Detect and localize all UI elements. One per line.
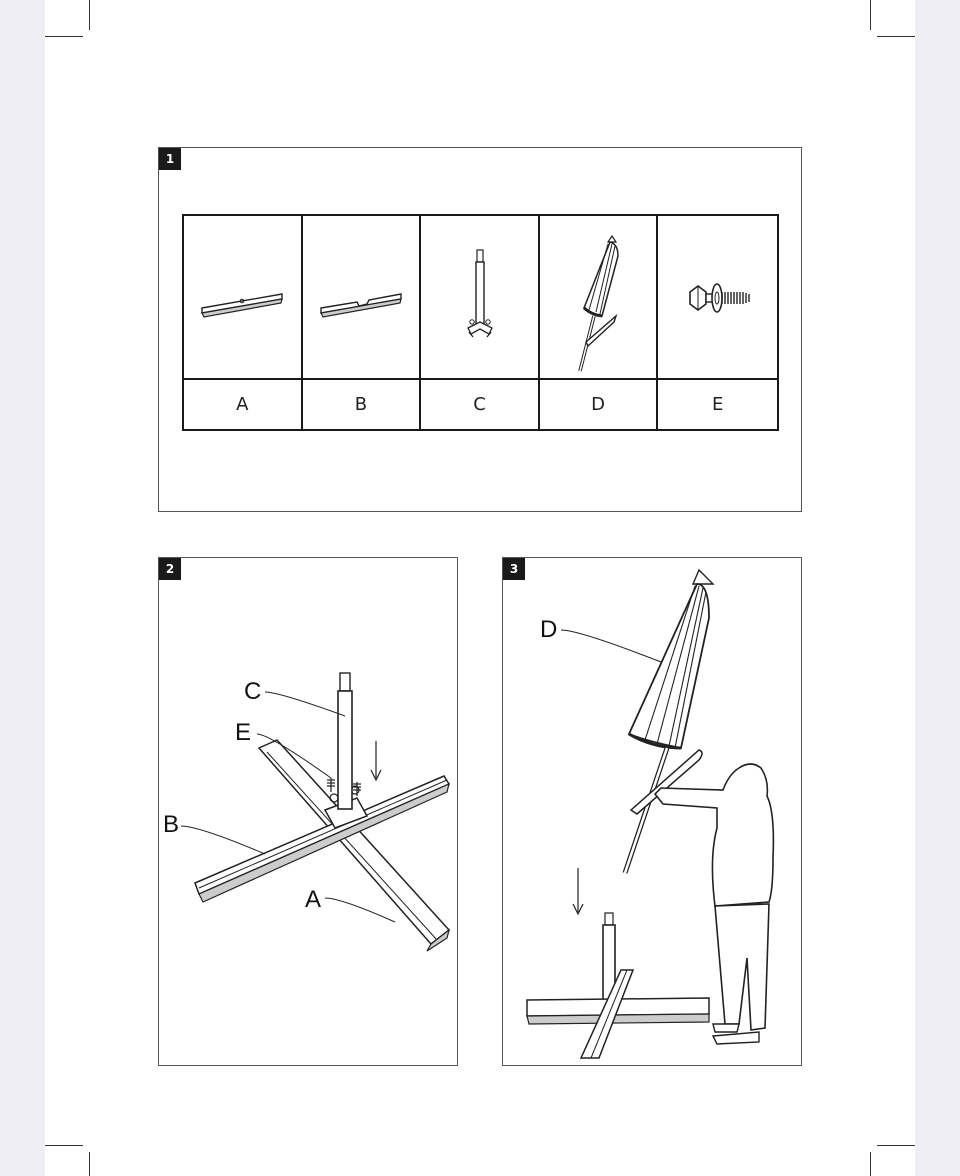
callout-e: E (235, 719, 252, 746)
callout-b: B (163, 811, 180, 838)
part-c-cell (421, 216, 540, 380)
closed-umbrella-icon (540, 216, 658, 380)
figure-2-panel (158, 557, 458, 1066)
crop-mark-top-left (45, 36, 83, 37)
part-e-cell (658, 216, 777, 380)
figure-3-panel (502, 557, 802, 1066)
figure-3-number: 3 (503, 558, 525, 580)
callout-d: D (540, 616, 558, 643)
crop-mark-bottom-right (877, 1145, 915, 1146)
pole-mount-icon (421, 216, 539, 380)
base-bar-b-icon (303, 216, 421, 380)
part-d-cell (540, 216, 659, 380)
crop-mark-top-right (877, 36, 915, 37)
figure-1-number: 1 (159, 148, 181, 170)
part-a-cell (184, 216, 303, 380)
callout-c: C (244, 678, 262, 705)
part-label-c: C (421, 380, 540, 429)
crop-mark-top-right-v (870, 0, 871, 30)
part-label-d: D (540, 380, 659, 429)
crop-mark-bottom-right-v (870, 1152, 871, 1176)
part-label-a: A (184, 380, 303, 429)
base-assembly-illustration (159, 558, 459, 1067)
part-label-e: E (712, 394, 724, 415)
crop-mark-top-left-v (89, 0, 90, 30)
figure-2-number: 2 (159, 558, 181, 580)
callout-a: A (305, 886, 322, 913)
parts-table (182, 214, 779, 431)
part-b-cell (303, 216, 422, 380)
crop-mark-bottom-left (45, 1145, 83, 1146)
bolt-nut-icon (658, 216, 776, 380)
crop-mark-bottom-left-v (89, 1152, 90, 1176)
part-label-b: B (303, 380, 422, 429)
base-bar-a-icon (184, 216, 302, 380)
